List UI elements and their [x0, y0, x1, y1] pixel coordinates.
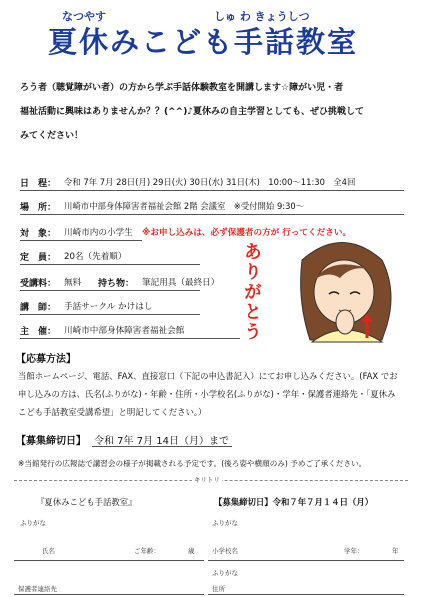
target-value: 川崎市内の小学生 [64, 228, 133, 238]
school-field[interactable] [208, 560, 404, 561]
intro-line-1: ろう者（聴覚障がい者）の方から学ぶ手話体験教室を開講します☆障がい児・者 [20, 83, 344, 93]
age-unit: 歳 [188, 547, 195, 555]
note-text: ※当館発行の広報誌で講習会の様子が掲載される予定です。(後ろ姿や横顔のみ) 予めご了承ください。 [18, 459, 367, 468]
age-label: ご年齢： [134, 547, 160, 555]
page-title: 夏休みこども手話教室 [48, 25, 359, 59]
target-label: 対 象： [20, 229, 57, 239]
arigatou-text: ありがとう [241, 242, 262, 342]
guardian-label: 保護者連絡先 [18, 585, 57, 593]
place-label: 場 所： [20, 203, 57, 213]
furigana-address-label: ふりがな [212, 569, 238, 577]
application-line-2: 申し込みの方は、氏名(ふりがな)・年齢・住所・小学校名(ふりがな)・学年・保護者連絡先・「夏休み [18, 389, 396, 399]
host-value: 川崎市中部身体障害者福祉会館 [64, 326, 185, 336]
form-deadline: 【募集締切日】令和７年７月１４日（月） [214, 497, 374, 507]
application-line-3: こども手話教室受講希望」と明記してください。） [18, 407, 207, 417]
teacher-label: 講 師： [20, 303, 57, 313]
items-label: 持ち物： [98, 279, 135, 289]
fee-label: 受講料： [20, 279, 57, 289]
grade-unit: 年 [392, 547, 399, 555]
deadline-heading: 【募集締切日】 [16, 436, 86, 447]
application-line-1: 当館ホームページ、電話、FAX、直接窓口（下記の申込書記入）にてお申し込みください。(FAX でお [18, 371, 398, 381]
target-note: ※お申し込みは、必ず保護者の方が 行ってください。 [142, 228, 352, 238]
name-field[interactable] [14, 560, 204, 561]
school-label: 小学校名 [212, 547, 238, 555]
fee-value: 無料 [64, 278, 82, 288]
teacher-value: 手話サークル かけはし [64, 302, 153, 312]
application-heading: 【応募方法】 [16, 354, 76, 365]
capacity-value: 20名（先着順） [64, 252, 127, 262]
date-label: 日 程： [20, 179, 57, 189]
title-ruby-right: しゅ わ きょうしつ [214, 10, 310, 23]
cut-line-label: キリトリ [194, 476, 220, 484]
furigana-left-label: ふりがな [20, 519, 46, 527]
furigana-right-label: ふりがな [212, 519, 238, 527]
place-value: 川崎市中部身体障害者福祉会館 2階 会議室 ※受付開始 9:30～ [64, 201, 305, 211]
intro-line-2: 福祉活動に興味はありませんか？？(^^)♪夏休みの自主学習としても、ぜひ挑戦して [20, 107, 365, 117]
grade-label: 学年： [344, 547, 364, 555]
title-ruby-left: なつやす [62, 10, 106, 23]
date-value: 令和 7年 7月 28日(月) 29日(火) 30日(水) 31日(木) 10:00～11:30 全4回 [64, 177, 356, 187]
intro-line-3: みてください！ [20, 131, 84, 141]
guardian-field[interactable] [14, 594, 204, 595]
capacity-label: 定 員： [20, 253, 57, 263]
form-title: 『夏休みこども手話教室』 [36, 497, 137, 507]
deadline-value: 令和 7年 7月 14日（月）まで [94, 436, 229, 447]
address-label: 住所 [212, 585, 225, 593]
address-field[interactable] [208, 594, 404, 595]
host-label: 主 催： [20, 327, 57, 337]
items-value: 筆記用具（最終日） [142, 278, 220, 288]
name-label: 氏名 [42, 547, 55, 555]
